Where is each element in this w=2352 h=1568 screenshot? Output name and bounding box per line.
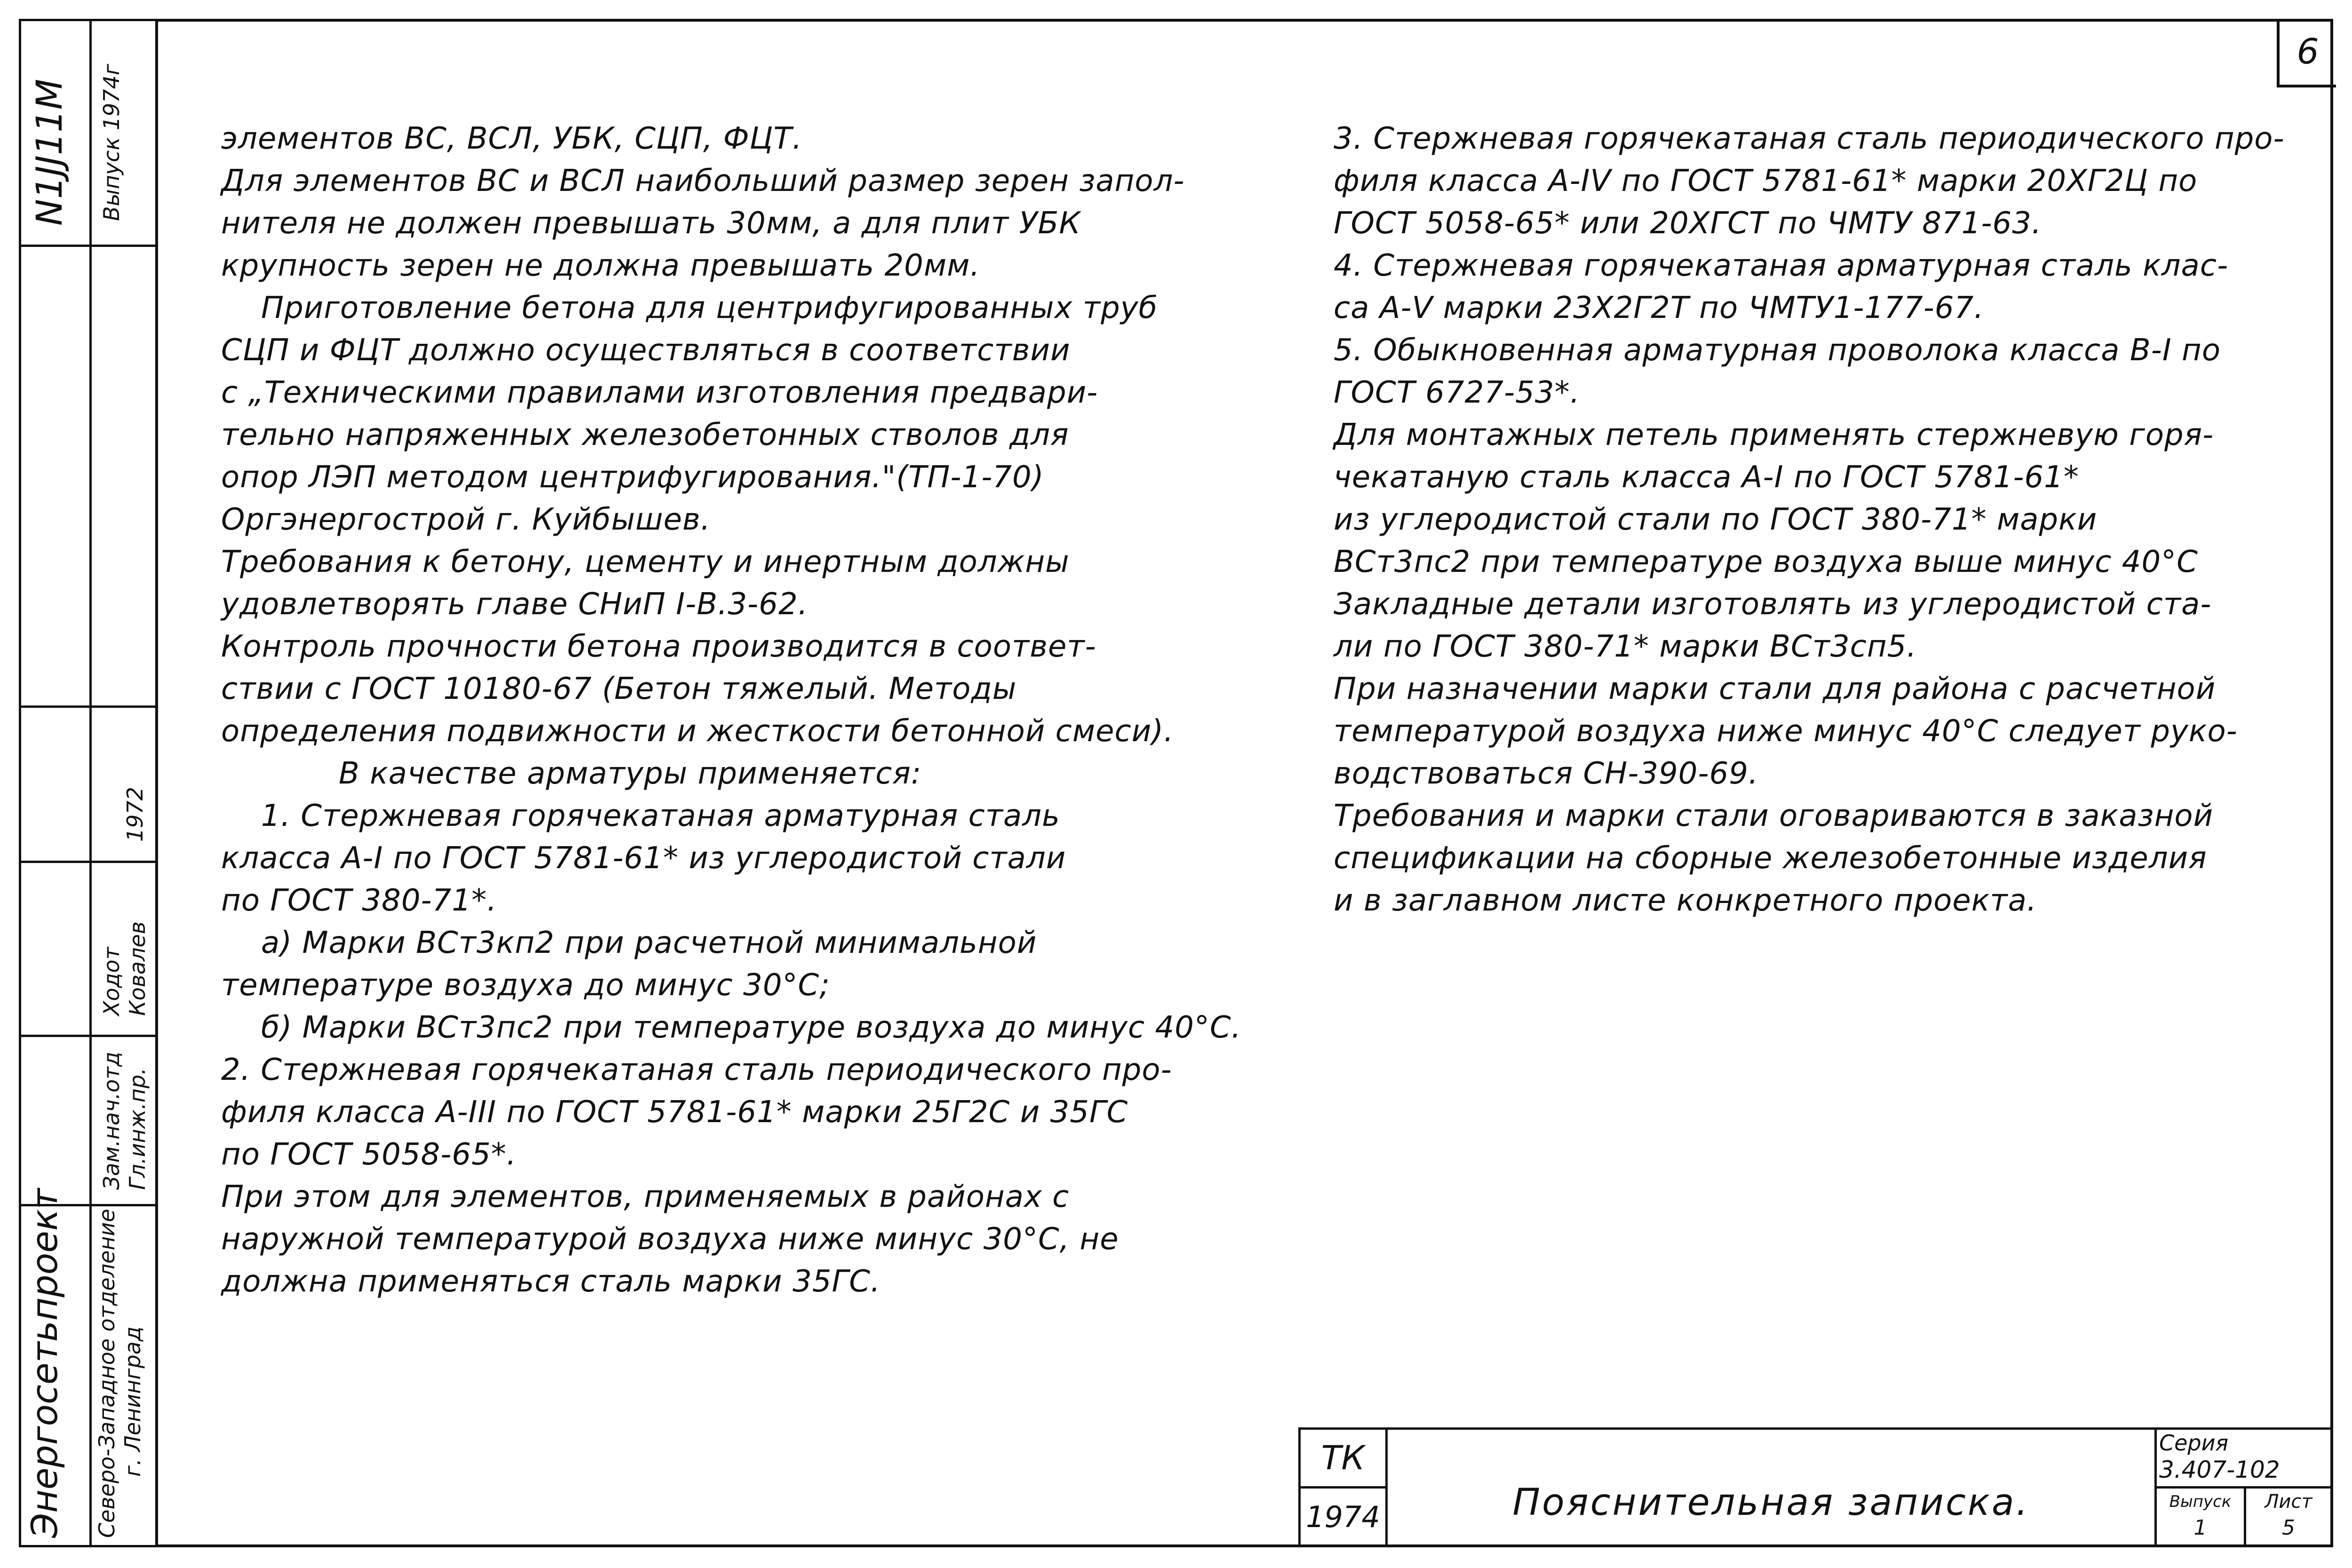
text-line: элементов ВС, ВСЛ, УБК, СЦП, ФЦТ. bbox=[221, 121, 803, 156]
text-line: нителя не должен превышать 30мм, а для плит УБК bbox=[221, 206, 1081, 241]
side-strip-line-4 bbox=[19, 1035, 155, 1037]
text-line: Для элементов ВС и ВСЛ наибольший размер зерен запол- bbox=[221, 164, 1185, 198]
text-line: 5. Обыкновенная арматурная проволока класса В-I по bbox=[1334, 333, 2221, 368]
left-text-column bbox=[221, 118, 1241, 1303]
title-block-year: 1974 bbox=[1306, 1499, 1380, 1534]
side-strip-bottom-line bbox=[19, 1545, 155, 1547]
staff-role-2: Гл.инж.пр. bbox=[125, 1068, 150, 1190]
text-line: опор ЛЭП методом центрифугирования."(ТП-1-70) bbox=[221, 460, 1044, 495]
text-line: При назначении марки стали для района с расчетной bbox=[1334, 672, 2216, 706]
text-line: крупность зерен не должна превышать 20мм. bbox=[221, 248, 980, 283]
text-line: 1. Стержневая горячекатаная арматурная сталь bbox=[261, 799, 1060, 833]
side-strip-line-1 bbox=[19, 245, 155, 247]
text-line: Требования и марки стали оговариваются в заказной bbox=[1334, 799, 2214, 833]
staff-name-2: Ковалев bbox=[125, 921, 150, 1016]
text-line: температурой воздуха ниже минус 40°С следует руко- bbox=[1334, 714, 2238, 749]
text-line: Для монтажных петель применять стержневую горя- bbox=[1334, 418, 2214, 452]
text-line: Закладные детали изготовлять из углеродистой ста- bbox=[1334, 587, 2212, 622]
left-edge-line bbox=[19, 19, 21, 1547]
staff-name-1: Ходот bbox=[99, 947, 124, 1016]
series-value: 3.407-102 bbox=[2159, 1456, 2280, 1483]
title-block-code: ТК bbox=[1321, 1439, 1365, 1477]
text-line: температуре воздуха до минус 30°С; bbox=[221, 968, 830, 1003]
text-line: и в заглавном листе конкретного проекта. bbox=[1334, 883, 2037, 918]
organization-name: Энергосетьпроект bbox=[24, 1188, 65, 1538]
text-line: Приготовление бетона для центрифугированных труб bbox=[261, 291, 1158, 325]
organization-branch: Северо-Западное отделение bbox=[94, 1209, 119, 1538]
issue-year: Выпуск 1974г bbox=[99, 63, 124, 221]
text-line: ли по ГОСТ 380-71* марки ВСт3сп5. bbox=[1334, 629, 1917, 664]
organization-city: г. Ленинград bbox=[120, 1326, 145, 1477]
side-strip-line-3 bbox=[19, 861, 155, 863]
text-line: наружной температурой воздуха ниже минус 30°С, не bbox=[221, 1222, 1119, 1257]
text-line: б) Марки ВСт3пс2 при температуре воздуха до минус 40°С. bbox=[261, 1010, 1241, 1045]
inventory-number: N1JJ11M bbox=[28, 79, 70, 226]
text-line: Требования к бетону, цементу и инертным должны bbox=[221, 545, 1070, 579]
side-strip-line-2 bbox=[19, 705, 155, 708]
text-line: са А-V марки 23Х2Г2Т по ЧМТУ1-177-67. bbox=[1334, 291, 1984, 325]
side-strip-divider bbox=[89, 19, 92, 1547]
text-line: определения подвижности и жесткости бетонной смеси). bbox=[221, 714, 1174, 749]
document-title: Пояснительная записка. bbox=[1512, 1481, 2030, 1524]
sheet-label: Лист bbox=[2265, 1491, 2312, 1513]
text-line: водствоваться СН-390-69. bbox=[1334, 756, 1759, 791]
text-line: а) Марки ВСт3кп2 при расчетной минимальной bbox=[261, 926, 1037, 960]
text-line: 4. Стержневая горячекатаная арматурная сталь клас- bbox=[1334, 248, 2229, 283]
text-line: 3. Стержневая горячекатаная сталь периодического про- bbox=[1334, 121, 2285, 156]
text-line: из углеродистой стали по ГОСТ 380-71* марки bbox=[1334, 502, 2098, 537]
issue-value: 1 bbox=[2193, 1515, 2207, 1540]
text-line: В качестве арматуры применяется: bbox=[339, 756, 922, 791]
text-line: При этом для элементов, применяемых в районах с bbox=[221, 1180, 1070, 1214]
text-line: тельно напряженных железобетонных стволов для bbox=[221, 418, 1069, 452]
text-line: по ГОСТ 380-71*. bbox=[221, 883, 497, 918]
text-line: с „Техническими правилами изготовления предвари- bbox=[221, 375, 1098, 410]
side-strip-top-line bbox=[19, 19, 155, 21]
staff-role-1: Зам.нач.отд bbox=[99, 1052, 124, 1190]
right-text-column bbox=[1334, 118, 2340, 922]
text-line: филя класса А-III по ГОСТ 5781-61* марки 25Г2С и 35ГС bbox=[221, 1095, 1128, 1130]
series-label: Серия bbox=[2159, 1430, 2229, 1456]
sheet-number: 6 bbox=[2277, 19, 2336, 87]
text-line: чекатаную сталь класса А-I по ГОСТ 5781-61* bbox=[1334, 460, 2079, 495]
text-line: Оргэнергострой г. Куйбышев. bbox=[221, 502, 711, 537]
sheet-value: 5 bbox=[2282, 1515, 2295, 1540]
text-line: ГОСТ 5058-65* или 20ХГСТ по ЧМТУ 871-63. bbox=[1334, 206, 2042, 241]
text-line: класса А-I по ГОСТ 5781-61* из углеродистой стали bbox=[221, 841, 1066, 876]
text-line: филя класса А-IV по ГОСТ 5781-61* марки 20ХГ2Ц по bbox=[1334, 164, 2198, 198]
text-line: должна применяться сталь марки 35ГС. bbox=[221, 1264, 881, 1299]
text-line: 2. Стержневая горячекатаная сталь периодического про- bbox=[221, 1053, 1172, 1087]
text-line: ГОСТ 6727-53*. bbox=[1334, 375, 1580, 410]
text-line: ВСт3пс2 при температуре воздуха выше минус 40°С bbox=[1334, 545, 2198, 579]
text-line: Контроль прочности бетона производится в соответ- bbox=[221, 629, 1097, 664]
text-line: спецификации на сборные железобетонные изделия bbox=[1334, 841, 2207, 876]
text-line: ствии с ГОСТ 10180-67 (Бетон тяжелый. Методы bbox=[221, 672, 1017, 706]
signature-note: 1972 bbox=[122, 786, 148, 842]
text-line: СЦП и ФЦТ должно осуществляться в соответствии bbox=[221, 333, 1071, 368]
issue-label: Выпуск bbox=[2169, 1492, 2232, 1511]
text-line: удовлетворять главе СНиП I-В.3-62. bbox=[221, 587, 808, 622]
text-line: по ГОСТ 5058-65*. bbox=[221, 1137, 517, 1172]
